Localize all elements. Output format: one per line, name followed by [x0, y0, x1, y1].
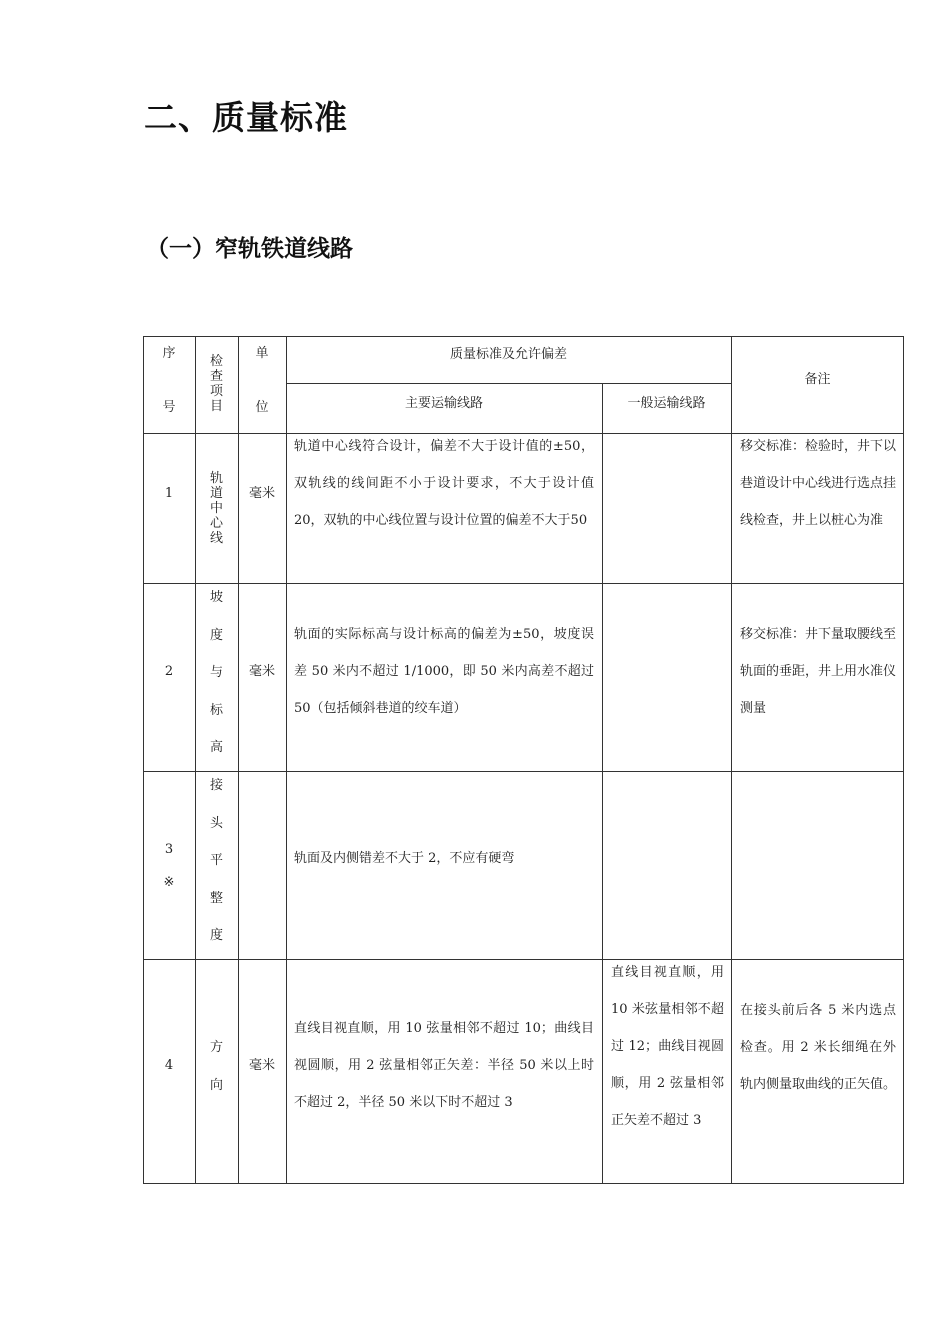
- header-seq-top: 序: [162, 346, 176, 361]
- row4-seq: 4: [164, 1058, 174, 1073]
- row2-item: 坡 度 与 标 高: [209, 590, 223, 755]
- header-seq-bottom: 号: [162, 400, 176, 415]
- header-unit-bottom: 位: [255, 400, 269, 415]
- subsection-title: （一）窄轨铁道线路: [146, 236, 353, 262]
- section-title: 二、质量标准: [144, 98, 348, 137]
- header-remarks: 备注: [804, 372, 831, 387]
- row3-main: 轨面及内侧错差不大于 2，不应有硬弯: [294, 851, 515, 866]
- row3-seq: 3 ※: [163, 842, 175, 890]
- row3-item: 接 头 平 整 度: [209, 778, 223, 943]
- row2-unit: 毫米: [248, 664, 275, 679]
- row2-remark: 移交标准：井下量取腰线至轨面的垂距，井上用水准仪测量: [740, 627, 897, 716]
- row1-item: 轨 道 中 心 线: [209, 471, 223, 546]
- row4-item: 方 向: [209, 1040, 223, 1093]
- row1-main: 轨道中心线符合设计，偏差不大于设计值的±50，双轨线的线间距不小于设计要求，不大于设计值 20，双轨的中心线位置与设计位置的偏差不大于50: [294, 439, 594, 528]
- header-standard: 质量标准及允许偏差: [449, 347, 567, 362]
- row4-main: 直线目视直顺，用 10 弦量相邻不超过 10；曲线目视圆顺，用 2 弦量相邻正矢差：半径 50 米以上时不超过 2，半径 50 米以下时不超过 3: [294, 1021, 594, 1110]
- row1-remark: 移交标准：检验时，井下以巷道设计中心线进行选点挂线检查，井上以桩心为准: [740, 439, 897, 528]
- row2-seq: 2: [164, 664, 174, 679]
- row2-main: 轨面的实际标高与设计标高的偏差为±50，坡度误差 50 米内不超过 1/1000，即 50 米内高差不超过 50（包括倾斜巷道的绞车道）: [294, 627, 594, 716]
- row4-remark: 在接头前后各 5 米内选点检查。用 2 米长细绳在外轨内侧量取曲线的正矢值。: [740, 1003, 897, 1092]
- quality-standard-table: [143, 336, 904, 1184]
- header-general-line: 一般运输线路: [627, 396, 706, 411]
- header-unit-top: 单: [255, 346, 269, 361]
- header-item: 检 查 项 目: [209, 354, 223, 414]
- row4-unit: 毫米: [248, 1058, 275, 1073]
- row1-unit: 毫米: [248, 486, 275, 501]
- row4-general: 直线目视直顺，用 10 米弦量相邻不超过 12；曲线目视圆顺，用 2 弦量相邻正矢差不超过 3: [611, 965, 724, 1128]
- row1-seq: 1: [164, 486, 174, 501]
- header-main-line: 主要运输线路: [404, 396, 483, 411]
